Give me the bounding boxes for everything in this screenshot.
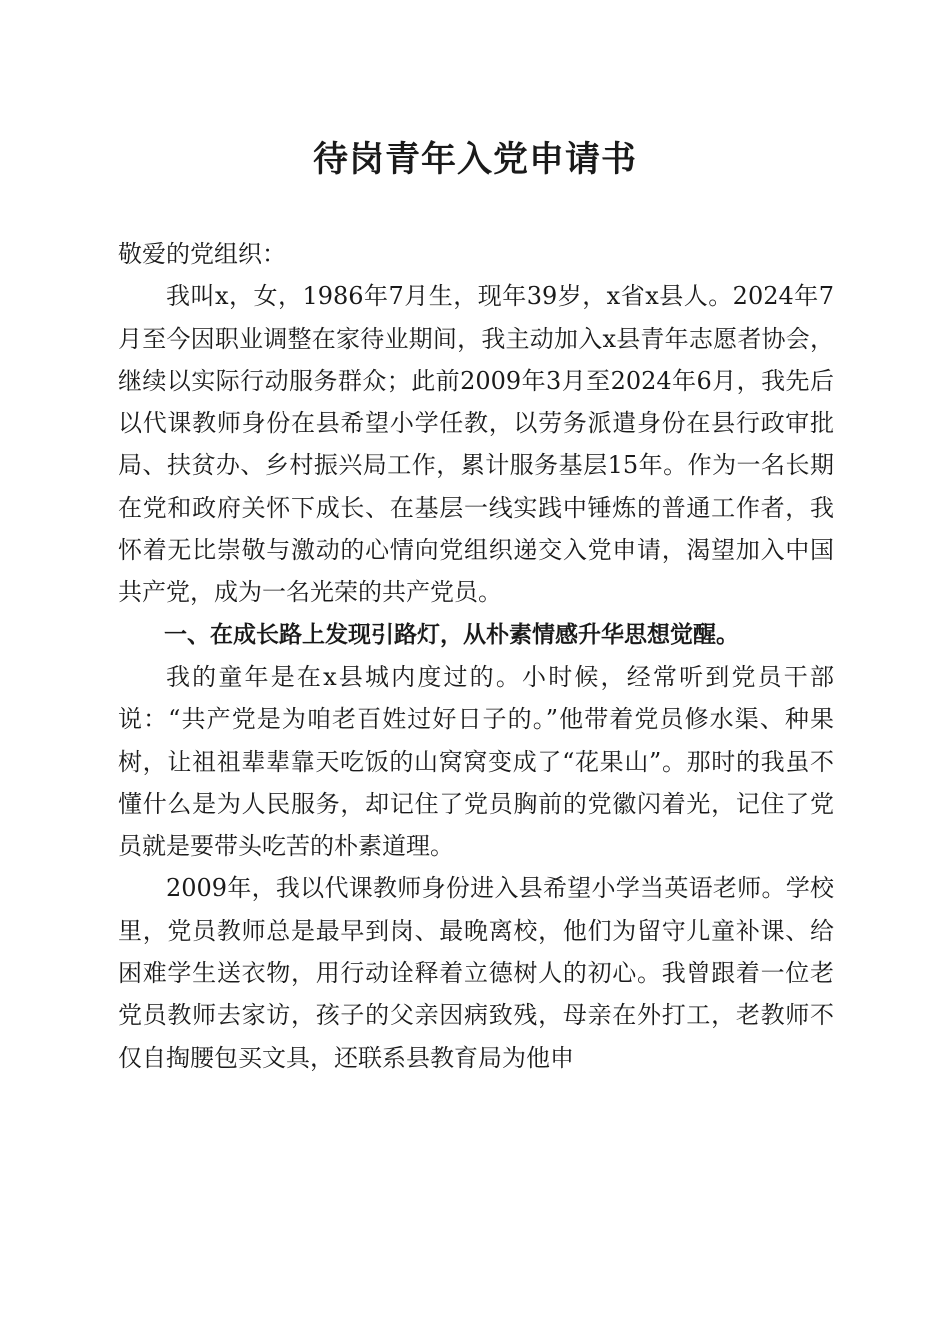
section-heading: 一、在成长路上发现引路灯，从朴素情感升华思想觉醒。 [164, 621, 739, 648]
section-paragraph-childhood: 我的童年是在x县城内度过的。小时候，经常听到党员干部说：“共产党是为咱老百姓过好日子的。”他带着党员修水渠、种果树，让祖祖辈辈靠天吃饭的山窝窝变成了“花果山”。那时的我虽不懂什么是为人民服务，却记住了党员胸前的党徽闪着光，记住了党员就是要带头吃苦的朴素道理。 [118, 662, 834, 861]
document-body [118, 233, 834, 1079]
salutation: 敬爱的党组织： [118, 240, 286, 268]
section-paragraph-teaching: 2009年，我以代课教师身份进入县希望小学当英语老师。学校里，党员教师总是最早到岗、最晚离校，他们为留守儿童补课、给困难学生送衣物，用行动诠释着立德树人的初心。我曾跟着一位老党员教师去家访，孩子的父亲因病致残，母亲在外打工，老教师不仅自掏腰包买文具，还联系县教育局为他申 [118, 874, 834, 1072]
intro-paragraph: 我叫x，女，1986年7月生，现年39岁，x省x县人。2024年7月至今因职业调整在家待业期间，我主动加入x县青年志愿者协会，继续以实际行动服务群众；此前2009年3月至2024年6月，我先后以代课教师身份在县希望小学任教，以劳务派遣身份在县行政审批局、扶贫办、乡村振兴局工作，累计服务基层15年。作为一名长期在党和政府关怀下成长、在基层一线实践中锤炼的普通工作者，我怀着无比崇敬与激动的心情向党组织递交入党申请，渴望加入中国共产党，成为一名光荣的共产党员。 [118, 282, 834, 607]
document-title: 待岗青年入党申请书 [312, 139, 637, 180]
